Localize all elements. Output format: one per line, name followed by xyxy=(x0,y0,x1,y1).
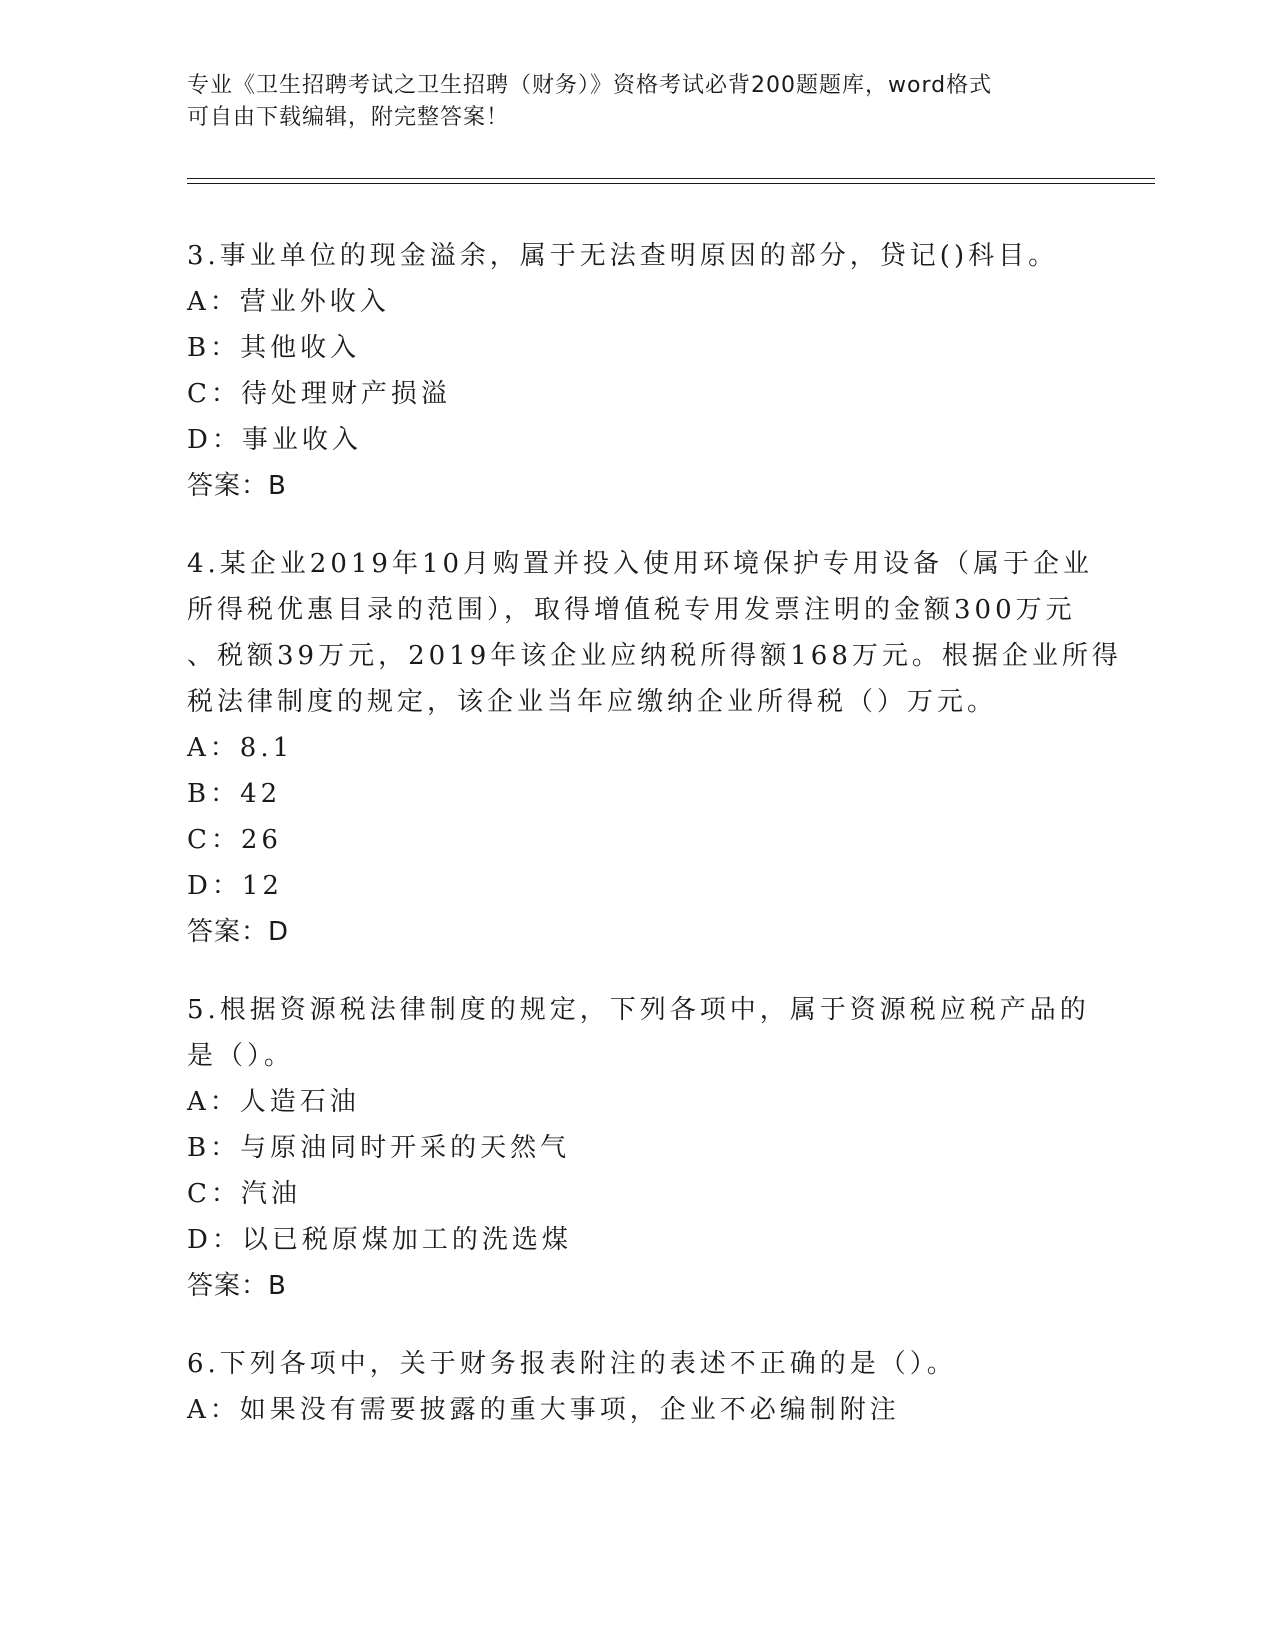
header-divider-top xyxy=(187,178,1155,179)
option-b: B：与原油同时开采的天然气 xyxy=(187,1133,571,1163)
option-d: D：12 xyxy=(187,871,283,901)
question-list xyxy=(187,233,1122,1465)
question-stem: 3.事业单位的现金溢余，属于无法查明原因的部分，贷记()科目。 xyxy=(187,241,1059,271)
question-stem: 是（）。 xyxy=(187,1041,295,1071)
question-stem: 6.下列各项中，关于财务报表附注的表述不正确的是（）。 xyxy=(187,1349,957,1379)
option-c: C：待处理财产损溢 xyxy=(187,379,451,409)
option-b: B：42 xyxy=(187,779,282,809)
option-c: C：26 xyxy=(187,825,282,855)
option-d: D：以已税原煤加工的洗选煤 xyxy=(187,1225,572,1255)
question-stem: 4.某企业2019年10月购置并投入使用环境保护专用设备（属于企业 xyxy=(187,549,1094,579)
option-a: A：营业外收入 xyxy=(187,287,390,317)
question-stem: 所得税优惠目录的范围），取得增值税专用发票注明的金额300万元 xyxy=(187,595,1076,625)
header-line-1: 专业《卫生招聘考试之卫生招聘（财务）》资格考试必背200题题库，word格式 xyxy=(187,73,993,98)
header-line-2: 可自由下载编辑，附完整答案！ xyxy=(187,105,510,130)
question-stem: 税法律制度的规定，该企业当年应缴纳企业所得税（）万元。 xyxy=(187,687,998,717)
option-a: A：8.1 xyxy=(187,733,294,763)
header-divider-bottom xyxy=(187,183,1155,184)
answer: 答案：B xyxy=(187,1271,287,1301)
option-a: A：人造石油 xyxy=(187,1087,360,1117)
question-4 xyxy=(187,541,1122,955)
option-b: B：其他收入 xyxy=(187,333,361,363)
option-d: D：事业收入 xyxy=(187,425,362,455)
answer: 答案：B xyxy=(187,471,287,501)
document-header xyxy=(187,70,1087,134)
question-stem: 、税额39万元，2019年该企业应纳税所得额168万元。根据企业所得 xyxy=(187,641,1122,671)
question-3 xyxy=(187,233,1087,509)
answer: 答案：D xyxy=(187,917,290,947)
option-a: A：如果没有需要披露的重大事项，企业不必编制附注 xyxy=(187,1395,900,1425)
question-stem: 5.根据资源税法律制度的规定，下列各项中，属于资源税应税产品的 xyxy=(187,995,1090,1025)
question-6 xyxy=(187,1341,1087,1433)
option-c: C：汽油 xyxy=(187,1179,301,1209)
question-5 xyxy=(187,987,1090,1309)
